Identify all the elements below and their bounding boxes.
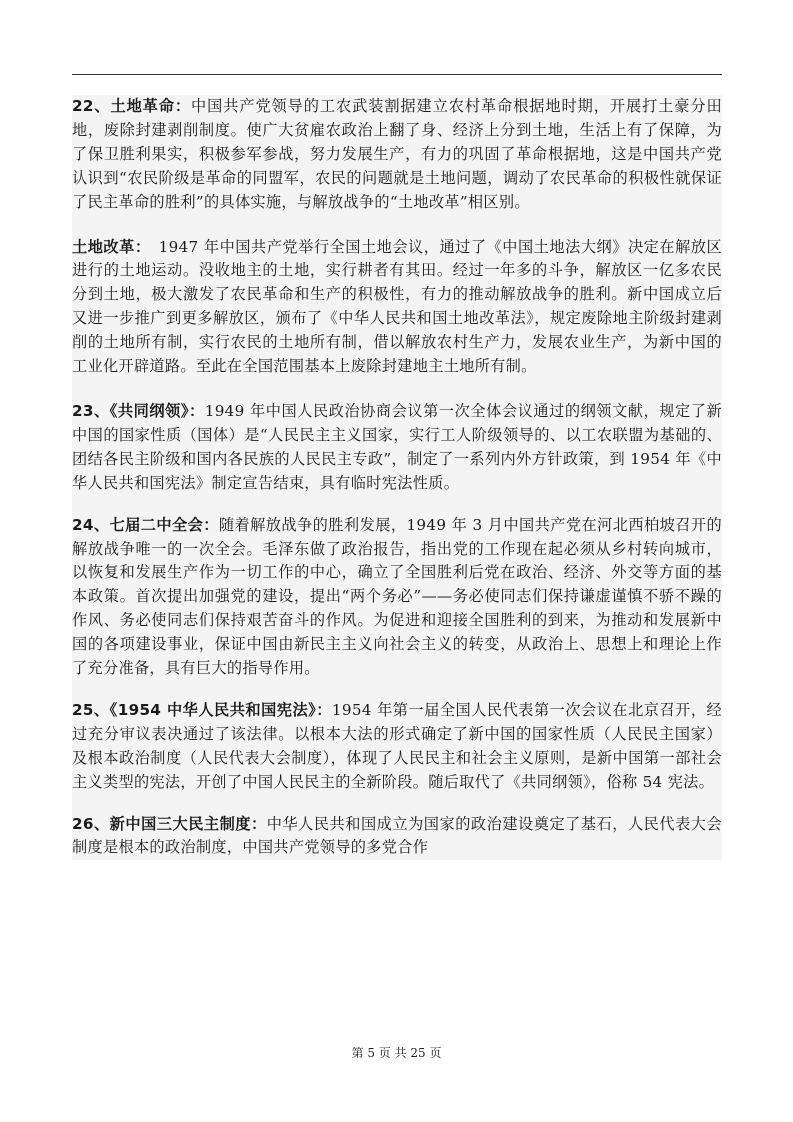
page-number: 第 5 页 共 25 页 <box>351 1046 442 1060</box>
entry-text: 随着解放战争的胜利发展，1949 年 3 月中国共产党在河北西柏坡召开的解放战争唯一的一次全会。毛泽东做了政治报告，指出党的工作现在起必须从乡村转向城市，以恢复和发展生产作为一切工作的中心，确立了全国胜利后党在政治、经济、外交等方面的基本政策。首次提出加强党的建设，提出“两个务必”——务必使同志们保持谦虚谨慎不骄不躁的作风、务必使同志们保持艰苦奋斗的作风。为促进和迎接全国胜利的到来，为推动和发展新中国的各项建设事业，保证中国由新民主主义向社会主义的转变，从政治上、思想上和理论上作了充分准备，具有巨大的指导作用。 <box>72 515 722 678</box>
entry-term: 25、《1954 中华人民共和国宪法》： <box>72 700 332 719</box>
header-rule <box>72 74 722 75</box>
entry-land-reform <box>72 236 722 379</box>
entry-term: 24、七届二中全会： <box>72 515 219 534</box>
entry-land-revolution <box>72 95 722 215</box>
entry-term: 23、《共同纲领》： <box>72 401 205 420</box>
entry-term: 土地改革： <box>72 237 143 256</box>
entry-text: 中国共产党领导的工农武装割据建立农村革命根据地时期，开展打土豪分田地，废除封建剥削制度。使广大贫雇农政治上翻了身、经济上分到土地，生活上有了保障，为了保卫胜利果实，积极参军参战，努力发展生产，有力的巩固了革命根据地，这是中国共产党认识到“农民阶级是革命的同盟军，农民的问题就是土地问题，调动了农民革命的积极性就保证了民主革命的胜利”的具体实施，与解放战争的“土地改革”相区别。 <box>72 97 722 211</box>
entry-text: 1949 年中国人民政治协商会议第一次全体会议通过的纲领文献，规定了新中国的国家性质（国体）是“人民民主主义国家，实行工人阶级领导的、以工农联盟为基础的、团结各民主阶级和国内各民族的人民民主专政”，制定了一系列内外方针政策，到 1954 年《中华人民共和国宪法》制定宣告结束，具有临时宪法性质。 <box>72 401 722 492</box>
entry-second-plenum <box>72 514 722 681</box>
entry-term: 26、新中国三大民主制度： <box>72 814 267 833</box>
entry-text: 中华人民共和国成立为国家的政治建设奠定了基石，人民代表大会制度是根本的政治制度，中国共产党领导的多党合作 <box>72 814 722 857</box>
entry-1954-constitution <box>72 699 722 795</box>
entry-text: 1954 年第一届全国人民代表第一次会议在北京召开，经过充分审议表决通过了该法律。以根本大法的形式确定了新中国的国家性质（人民民主国家）及根本政治制度（人民代表大会制度），体现了人民民主和社会主义原则，是新中国第一部社会主义类型的宪法，开创了中国人民民主的全新阶段。随后取代了《共同纲领》，俗称 54 宪法。 <box>72 700 722 791</box>
entry-three-democratic-systems <box>72 813 722 861</box>
entry-common-program <box>72 400 722 496</box>
document-body <box>72 95 722 860</box>
entry-text: 1947 年中国共产党举行全国土地会议，通过了《中国土地法大纲》决定在解放区进行的土地运动。没收地主的土地，实行耕者有其田。经过一年多的斗争，解放区一亿多农民分到土地，极大激发了农民革命和生产的积极性，有力的推动解放战争的胜利。新中国成立后又进一步推广到更多解放区，颁布了《中华人民共和国土地改革法》，规定废除地主阶级封建剥削的土地所有制，实行农民的土地所有制，借以解放农村生产力，发展农业生产，为新中国的工业化开辟道路。至此在全国范围基本上废除封建地主土地所有制。 <box>72 237 722 376</box>
entry-term: 22、土地革命： <box>72 97 192 115</box>
